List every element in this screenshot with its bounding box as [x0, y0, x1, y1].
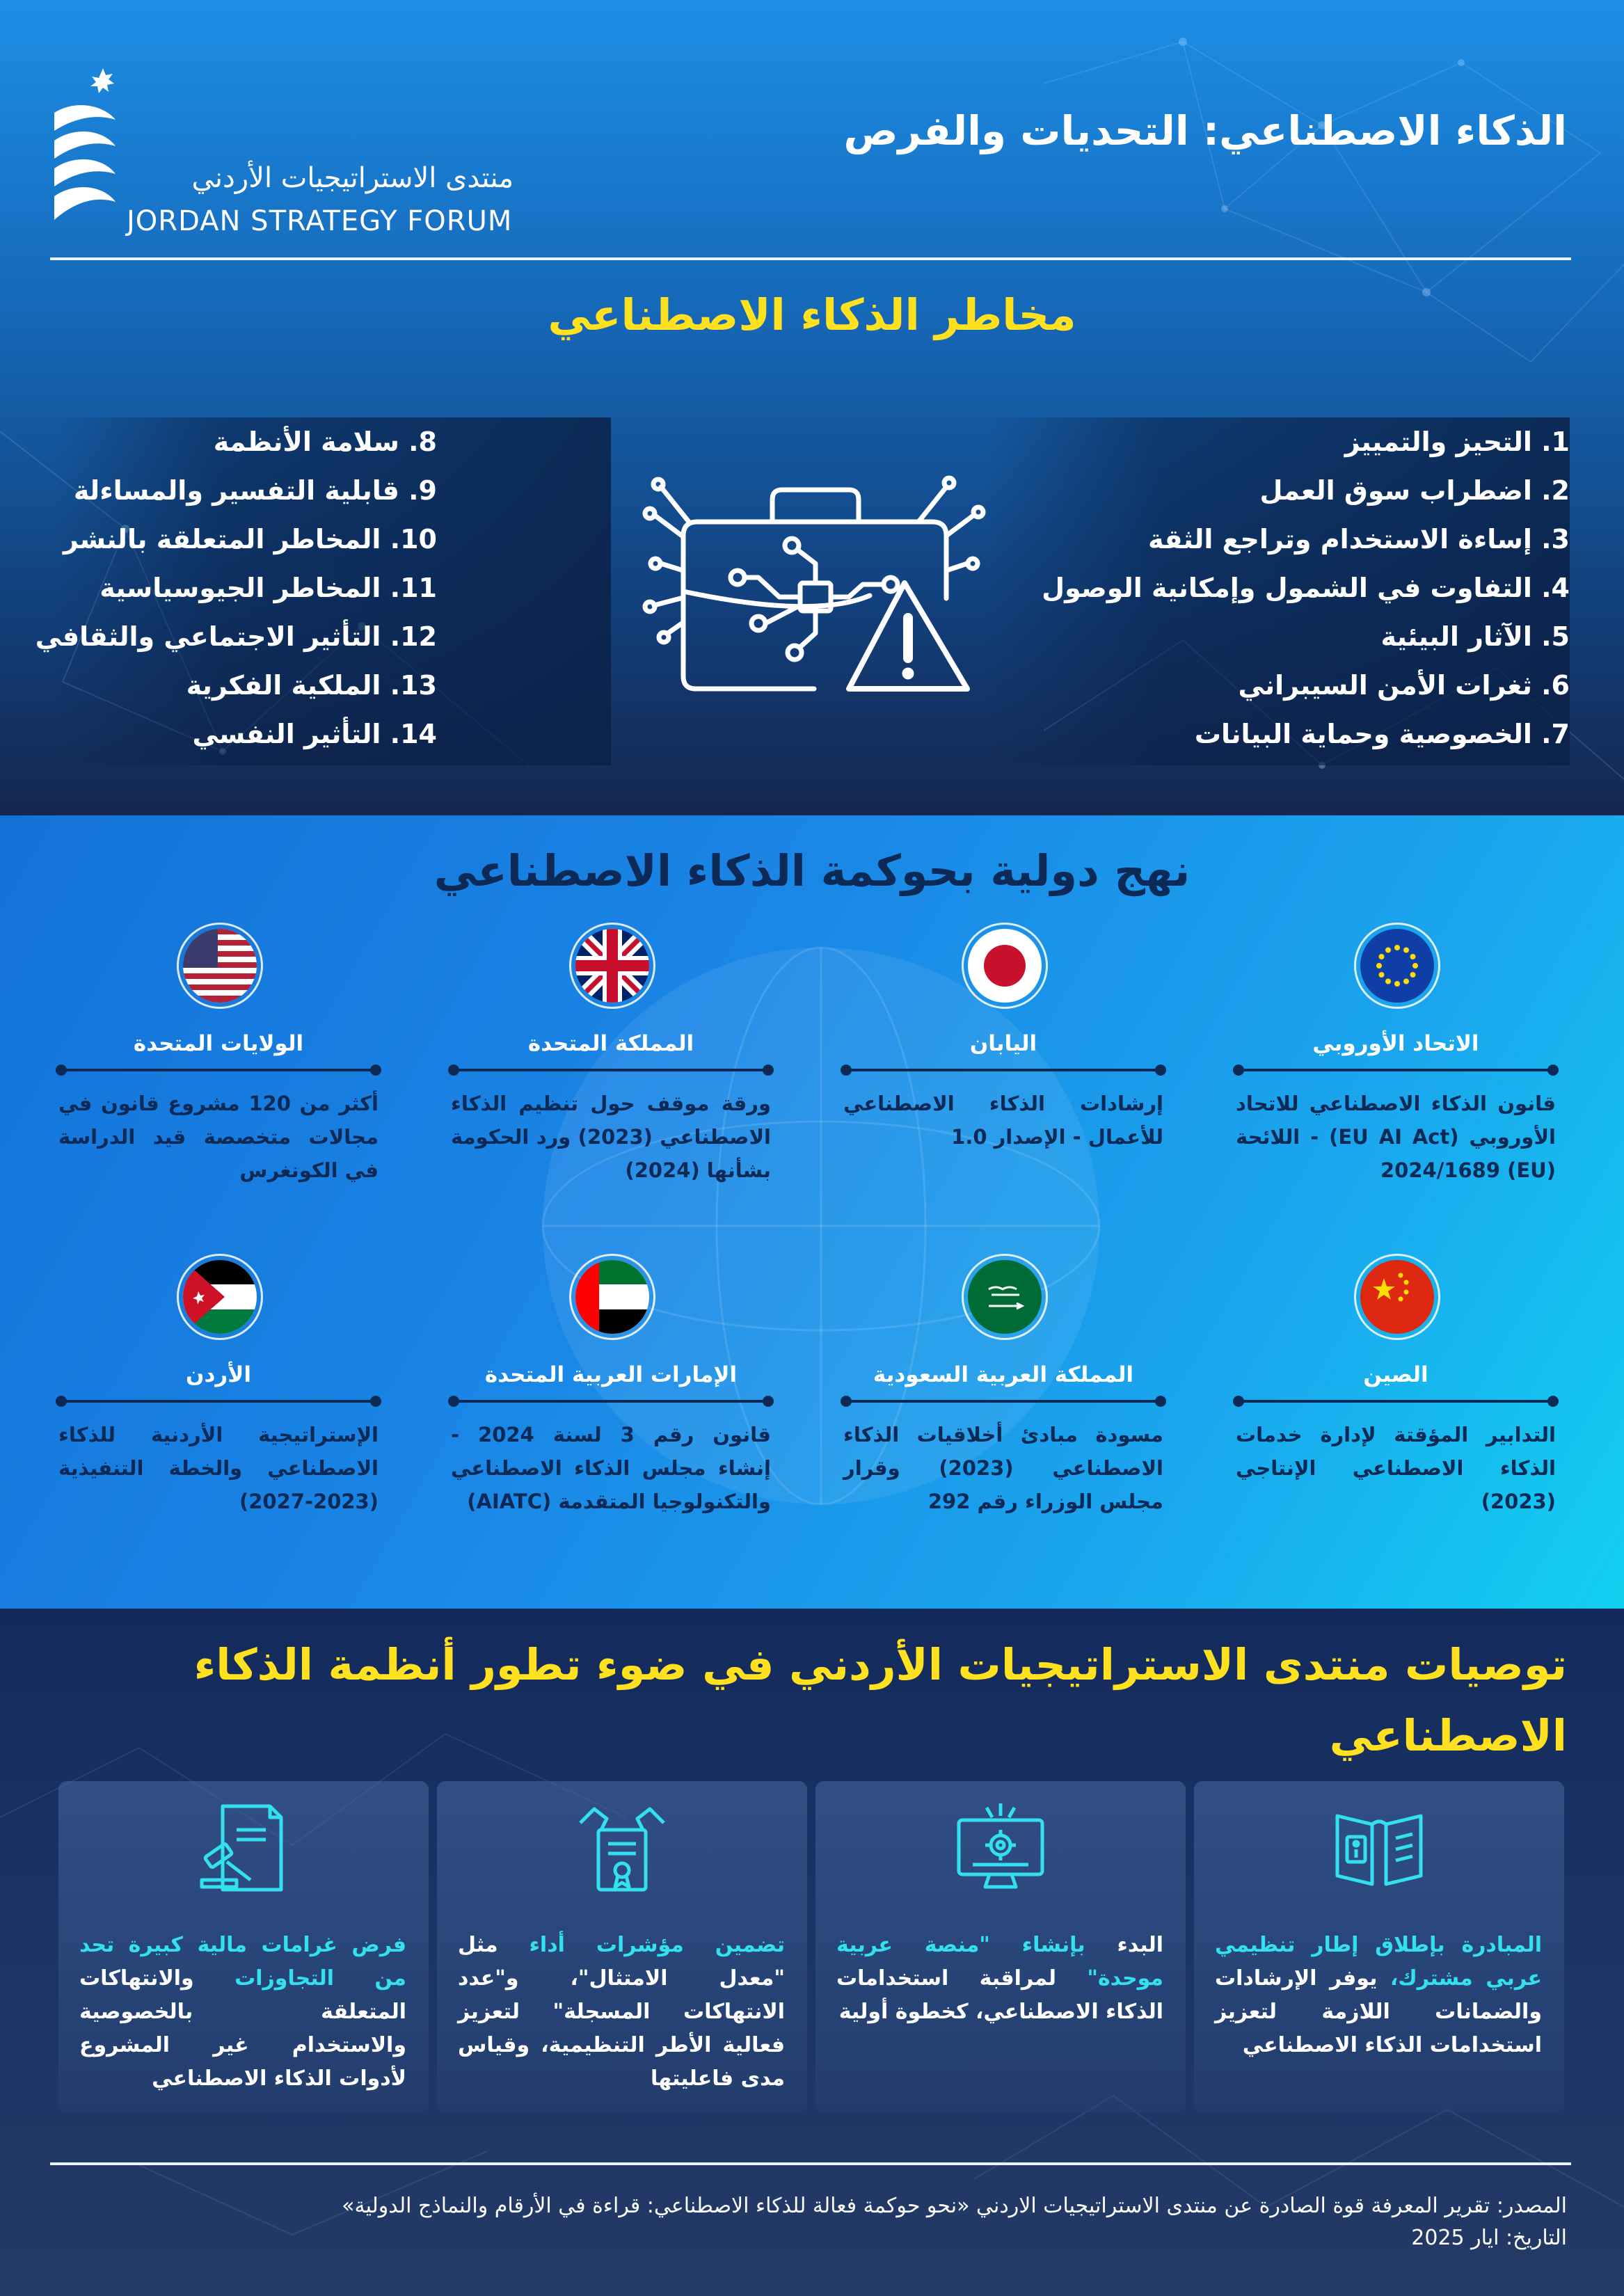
country-name: الاتحاد الأوروبي — [1312, 1031, 1479, 1056]
country-name: اليابان — [969, 1031, 1037, 1056]
uae-flag-icon — [575, 1260, 649, 1334]
country-description: مسودة مبادئ أخلاقيات الذكاء الاصطناعي (2023) وقرار مجلس الوزراء رقم 292 — [843, 1423, 1163, 1513]
country-name: الولايات المتحدة — [133, 1031, 304, 1056]
recommendation-highlight: المبادرة بإطلاق إطار تنظيمي عربي مشترك، — [1215, 1933, 1542, 1991]
risk-item: 2. اضطراب سوق العمل — [1259, 475, 1570, 506]
risk-item: 7. الخصوصية وحماية البيانات — [1194, 719, 1570, 749]
risk-item: 14. التأثير النفسي — [192, 719, 437, 749]
logo-english-name: JORDAN STRATEGY FORUM — [127, 205, 513, 237]
recommendation-body: لمراقبة استخدامات الذكاء الاصطناعي، كخطوة أولية — [836, 1966, 1163, 2024]
footer-divider — [50, 2162, 1571, 2165]
logo-arabic-name: منتدى الاستراتيجيات الأردني — [191, 162, 514, 194]
governance-section — [0, 815, 1624, 1609]
governance-heading: نهج دولية بحوكمة الذكاء الاصطناعي — [433, 845, 1191, 896]
recommendation-body: والانتهاكات المتعلقة بالخصوصية والاستخدام غير المشروع لأدوات الذكاء الاصطناعي — [79, 1966, 406, 2091]
certificate-hands-icon — [566, 1795, 678, 1899]
recommendation-body: مثل "معدل الامتثال"، و"عدد الانتهاكات المسجلة" لتعزيز فعالية الأطر التنظيمية، وقياس مدى فاعليتها — [458, 1933, 785, 2091]
recommendation-highlight: فرض غرامات مالية كبيرة تحد من التجاوزات — [79, 1933, 407, 1991]
header-risks-section — [0, 0, 1624, 815]
recommendation-card — [1194, 1781, 1564, 2112]
risk-item: 10. المخاطر المتعلقة بالنشر — [63, 524, 437, 555]
recommendation-text — [836, 1929, 1163, 2029]
recommendation-body: يوفر الإرشادات والضمانات اللازمة لتعزيز استخدامات الذكاء الاصطناعي — [1215, 1966, 1542, 2057]
country-name: المملكة المتحدة — [527, 1031, 694, 1056]
country-uk — [451, 923, 771, 1201]
page-title: الذكاء الاصطناعي: التحديات والفرص — [843, 107, 1567, 154]
risk-item: 12. التأثير الاجتماعي والثقافي — [35, 621, 437, 652]
country-uae — [451, 1254, 771, 1574]
risk-item: 13. الملكية الفكرية — [186, 670, 437, 701]
uk-flag-icon — [575, 929, 649, 1003]
usa-flag-icon — [183, 929, 257, 1003]
jsf-logo — [49, 64, 514, 237]
japan-flag-icon — [968, 929, 1042, 1003]
recommendation-highlight: تضمين مؤشرات أداء — [529, 1933, 785, 1957]
country-name: الأردن — [186, 1362, 251, 1387]
country-name: الإمارات العربية المتحدة — [484, 1362, 738, 1387]
china-flag-icon — [1360, 1260, 1434, 1334]
risks-heading: مخاطر الذكاء الاصطناعي — [548, 289, 1076, 340]
country-name: الصين — [1363, 1362, 1428, 1387]
country-description: التدابير المؤقتة لإدارة خدمات الذكاء الاصطناعي الإنتاجي (2023) — [1236, 1423, 1556, 1513]
recommendation-highlight: بإنشاء "منصة عربية موحدة" — [836, 1933, 1163, 1991]
recommendation-card — [437, 1781, 807, 2112]
country-japan — [843, 923, 1163, 1201]
recommendation-card — [815, 1781, 1186, 2112]
recommendation-prefix: البدء — [1085, 1933, 1163, 1957]
risk-item: 4. التفاوت في الشمول وإمكانية الوصول — [1042, 573, 1570, 603]
country-saudi — [843, 1254, 1163, 1574]
risks-list-left — [35, 417, 611, 765]
recommendation-text — [458, 1929, 785, 2096]
header-divider — [50, 257, 1571, 260]
source-date: التاريخ: ايار 2025 — [1411, 2226, 1567, 2250]
country-eu — [1236, 923, 1556, 1201]
country-description: ورقة موقف حول تنظيم الذكاء الاصطناعي (2023) ورد الحكومة بشأنها (2024) — [451, 1092, 771, 1182]
saudi-flag-icon — [968, 1260, 1042, 1334]
gavel-document-icon — [188, 1795, 299, 1899]
country-description: الإستراتيجية الأردنية للذكاء الاصطناعي والخطة التنفيذية (2023-2027) — [58, 1423, 379, 1513]
recommendation-text — [79, 1929, 406, 2096]
risks-list-right — [985, 417, 1570, 765]
jordan-flag-icon — [183, 1260, 257, 1334]
eu-flag-icon — [1360, 929, 1434, 1003]
source-note — [50, 2190, 1567, 2254]
recommendation-card — [58, 1781, 429, 2112]
country-description: إرشادات الذكاء الاصطناعي للأعمال - الإصدار 1.0 — [843, 1092, 1163, 1149]
country-china — [1236, 1254, 1556, 1574]
country-usa — [58, 923, 379, 1201]
risk-item: 9. قابلية التفسير والمساءلة — [73, 475, 437, 506]
risk-item: 8. سلامة الأنظمة — [213, 426, 437, 457]
book-info-icon — [1323, 1795, 1435, 1899]
risk-item: 1. التحيز والتمييز — [1344, 426, 1570, 457]
country-jordan — [58, 1254, 379, 1574]
monitor-gear-icon — [945, 1795, 1056, 1899]
country-name: المملكة العربية السعودية — [873, 1362, 1134, 1387]
risk-item: 6. ثغرات الأمن السيبراني — [1238, 670, 1570, 701]
ai-briefcase-warning-icon — [640, 459, 988, 710]
source-text: المصدر: تقرير المعرفة قوة الصادرة عن منتدى الاستراتيجيات الاردني «نحو حوكمة فعالة للذكاء الاصطناعي: قراءة في الأرقام والنماذج الدولية» — [342, 2194, 1567, 2218]
risk-item: 3. إساءة الاستخدام وتراجع الثقة — [1148, 524, 1570, 555]
country-description: قانون الذكاء الاصطناعي للاتحاد الأوروبي (EU AI Act) - اللائحة (EU) 2024/1689 — [1236, 1092, 1556, 1182]
jsf-logo-mark-icon — [49, 64, 118, 224]
risk-item: 5. الآثار البيئية — [1380, 621, 1570, 652]
country-description: أكثر من 120 مشروع قانون في مجالات متخصصة قيد الدراسة في الكونغرس — [58, 1092, 379, 1182]
recommendation-text — [1215, 1929, 1542, 2062]
risk-item: 11. المخاطر الجيوسياسية — [99, 573, 437, 603]
recommendations-heading: توصيات منتدى الاستراتيجيات الأردني في ضوء تطور أنظمة الذكاء الاصطناعي — [193, 1639, 1567, 1761]
country-description: قانون رقم 3 لسنة 2024 - إنشاء مجلس الذكاء الاصطناعي والتكنولوجيا المتقدمة (AIATC) — [451, 1423, 771, 1513]
